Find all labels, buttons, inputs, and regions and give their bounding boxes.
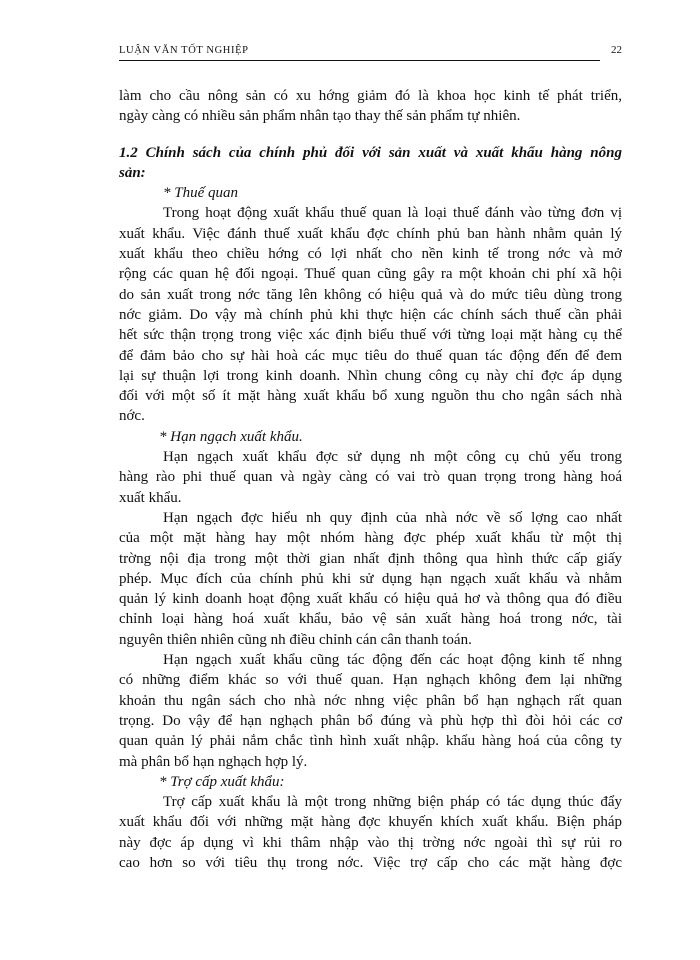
paragraph-gap <box>119 127 622 143</box>
body-line: lại sự thuận lợi trong kinh doanh. Nhìn chung công cụ này chỉ đợc áp dụng <box>119 367 622 384</box>
body-line: trọng. Do vậy để hạn nghạch phân bổ đúng và phù hợp thì đòi hỏi các cơ <box>119 712 622 729</box>
body-line: nớc. <box>119 408 145 425</box>
body-line: Trợ cấp xuất khẩu là một trong những biện pháp có tác dụng thúc đẩy <box>163 794 622 811</box>
body-line: để đảm bảo cho sự hài hoà các mục tiêu do thuế quan tác động đến để đem <box>119 347 622 364</box>
body-line: khoản thu ngân sách cho nhà nớc nhng việc phân bổ hạn nghạch rất quan <box>119 692 622 709</box>
body-line: hàng rào phi thuế quan và ngày càng có vai trò quan trọng trong hàng hoá <box>119 469 622 486</box>
body-line: xuất khẩu theo chiều hớng có lợi nhất cho nền kinh tế trong nớc và mở <box>119 246 622 263</box>
body-line: ngày càng có nhiều sản phẩm nhân tạo thay thế sản phẩm tự nhiên. <box>119 108 521 125</box>
page-header <box>119 44 622 64</box>
section-heading-line: sản: <box>119 164 146 181</box>
body-line: này đợc áp dụng vì khi thâm nhập vào thị trờng nớc ngoài thì sự rủi ro <box>119 834 622 851</box>
body-line: chỉnh loại hàng hoá xuất khẩu, bảo vệ sản xuất hàng hoá trong nớc, tài <box>119 611 622 628</box>
header-title: LUẬN VĂN TỐT NGHIỆP <box>119 45 249 56</box>
body-line: cao hơn so với tiêu thụ trong nớc. Việc trợ cấp cho các mặt hàng đợc <box>119 854 622 871</box>
subheading-line: * Trợ cấp xuất khẩu: <box>159 773 285 790</box>
body-line: quan quản lý phải nắm chắc tình hình xuất nhập. khẩu hàng hoá của công ty <box>119 733 622 750</box>
header-rule <box>119 60 600 61</box>
body-line: nớc giảm. Do vậy mà chính phủ khi thực hiện các chính sách thuế cần phải <box>119 306 622 323</box>
body-line: có những điểm khác so với thuế quan. Hạn nghạch không đem lại những <box>119 672 622 689</box>
body-line: làm cho cầu nông sản có xu hớng giảm đó là khoa học kinh tế phát triển, <box>119 88 622 104</box>
subheading-line: * Thuế quan <box>163 185 238 202</box>
page-number: 22 <box>611 44 622 56</box>
body-line: do sản xuất trong nớc tăng lên không có hiệu quả và do mức tiêu dùng trong <box>119 286 622 303</box>
body-line: phép. Mục đích của chính phủ khi sử dụng hạn ngạch xuất khẩu và nhằm <box>119 570 622 587</box>
body-line: Trong hoạt động xuất khẩu thuế quan là loại thuế đánh vào từng đơn vị <box>163 205 622 222</box>
body-line: của một mặt hàng hay một nhóm hàng đợc phép xuất khẩu từ một thị <box>119 530 622 547</box>
body-line: đối với một số ít mặt hàng xuất khẩu bổ xung nguồn thu cho ngân sách nhà <box>119 388 622 405</box>
body-line: mà phân bổ hạn nghạch hợp lý. <box>119 753 308 770</box>
body-line: xuất khẩu. <box>119 489 182 506</box>
body-line: Hạn ngạch đợc hiểu nh quy định của nhà nớc về số lợng cao nhất <box>163 509 622 526</box>
body-line: trờng nội địa trong một thời gian nhất định thông qua hình thức cấp giấy <box>119 550 622 567</box>
section-heading-line: 1.2 Chính sách của chính phủ đối với sản xuất và xuất khẩu hàng nông <box>119 144 622 161</box>
body-line: Hạn ngạch xuất khẩu cũng tác động đến các hoạt động kinh tế nhng <box>163 652 622 669</box>
body-line: xuất khẩu đối với những mặt hàng đợc khuyến khích xuất khẩu. Biện pháp <box>119 814 622 831</box>
body-line: Hạn ngạch xuất khẩu đợc sử dụng nh một công cụ chủ yếu trong <box>163 449 622 466</box>
body-line: hết sức thận trọng trong việc xác định biểu thuế với từng loại mặt hàng cụ thể <box>119 327 622 344</box>
body-line: nguyên thiên nhiên cũng nh điều chỉnh cán cân thanh toán. <box>119 631 472 648</box>
body-line: xuất khẩu. Việc đánh thuế xuất khẩu đợc chính phủ ban hành nhằm quản lý <box>119 225 622 242</box>
subheading-line: * Hạn ngạch xuất khẩu. <box>159 428 303 445</box>
body-line: rộng các quan hệ đối ngoại. Thuế quan cũng gây ra một khoản chi phí xã hội <box>119 266 622 283</box>
body-line: quản lý kinh doanh hoạt động xuất khẩu có hiệu quả hơ và thông qua đó điều <box>119 591 622 608</box>
document-body <box>119 86 622 873</box>
